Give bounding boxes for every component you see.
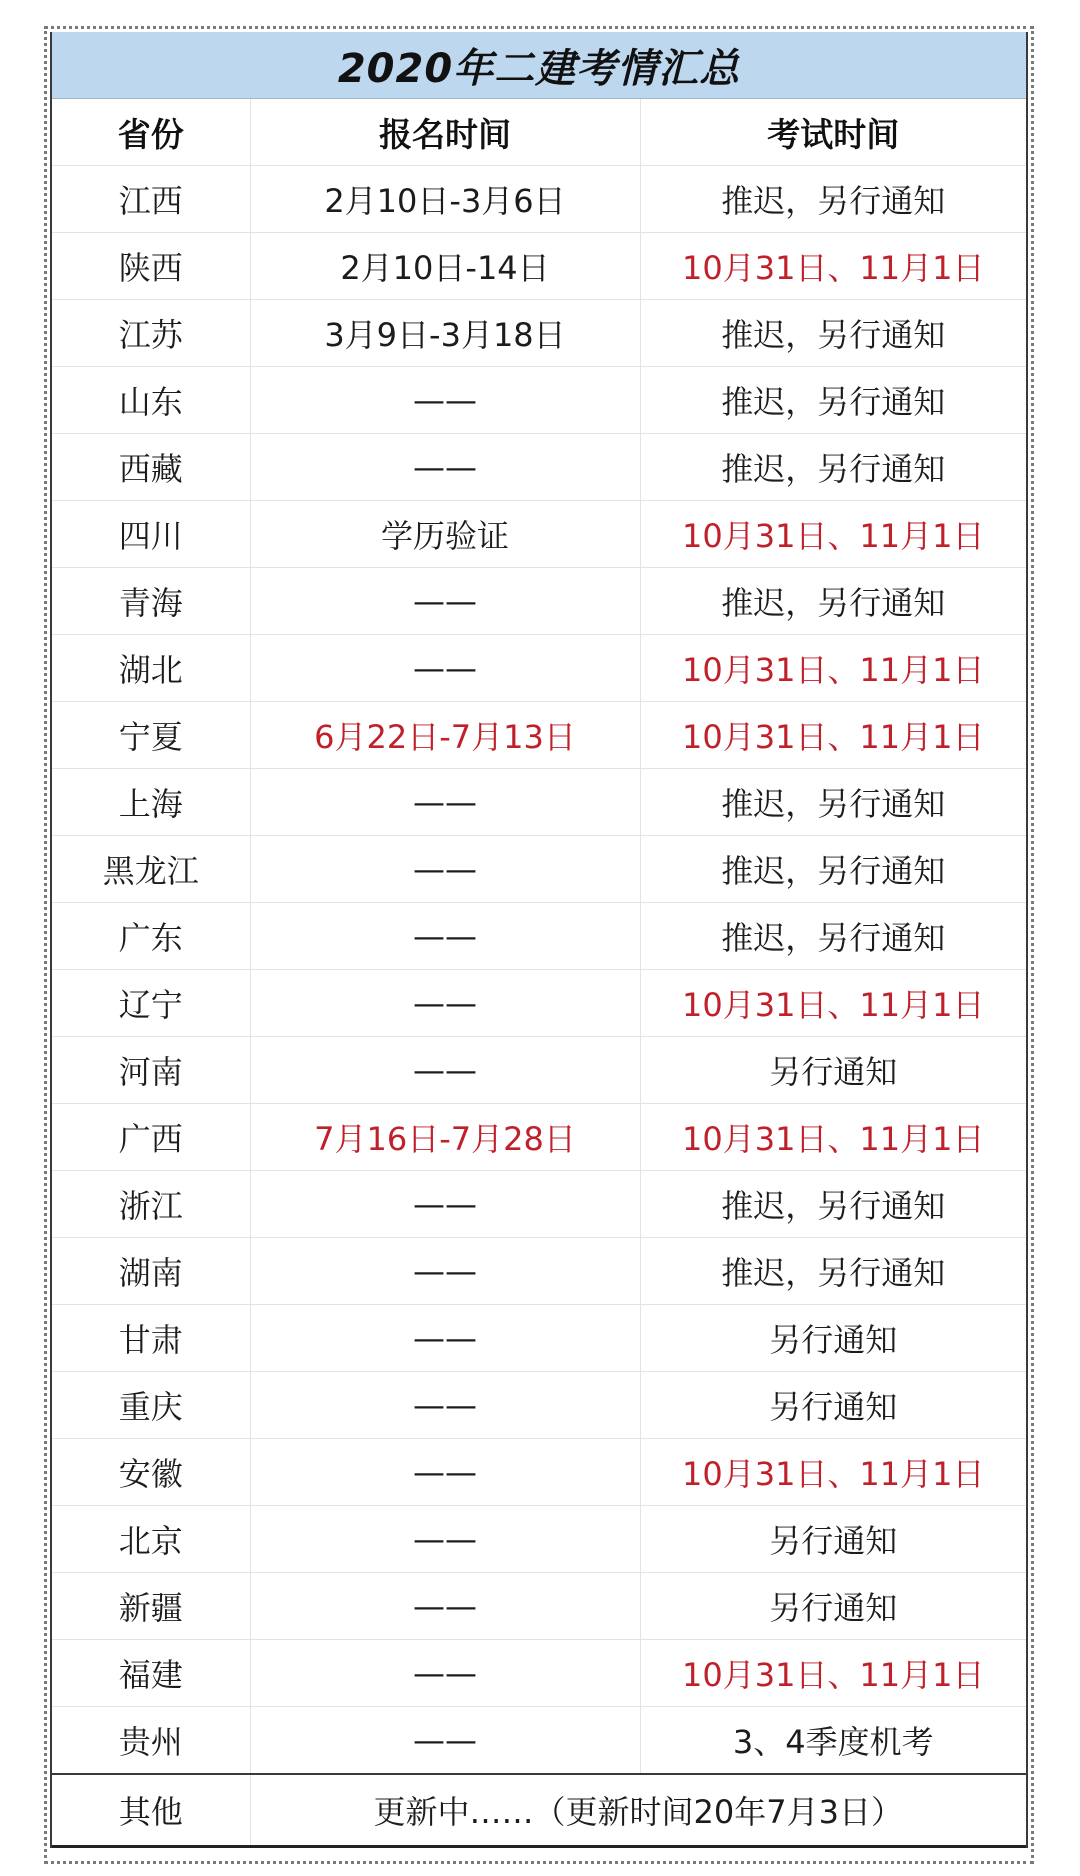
table-row <box>52 1573 1026 1640</box>
table-row <box>52 1037 1026 1104</box>
registration-time-cell: 2月10日-3月6日 <box>250 166 640 233</box>
table-row <box>52 769 1026 836</box>
registration-time-cell: 2月10日-14日 <box>250 233 640 300</box>
registration-time-cell: —— <box>250 1305 640 1372</box>
registration-time-cell: —— <box>250 1439 640 1506</box>
province-cell: 西藏 <box>52 434 250 501</box>
province-cell: 宁夏 <box>52 702 250 769</box>
table-row <box>52 1640 1026 1707</box>
table-row <box>52 970 1026 1037</box>
registration-time-cell: —— <box>250 568 640 635</box>
exam-time-cell: 推迟，另行通知 <box>640 568 1026 635</box>
registration-time-cell: —— <box>250 1372 640 1439</box>
table-row <box>52 1171 1026 1238</box>
footer-label: 其他 <box>52 1774 250 1847</box>
province-cell: 山东 <box>52 367 250 434</box>
table-row <box>52 166 1026 233</box>
header-registration-time: 报名时间 <box>250 99 640 166</box>
table-row <box>52 1305 1026 1372</box>
exam-summary-sheet <box>50 32 1028 1848</box>
registration-time-cell: —— <box>250 434 640 501</box>
exam-time-cell: 3、4季度机考 <box>640 1707 1026 1775</box>
exam-time-cell: 推迟，另行通知 <box>640 836 1026 903</box>
table-row <box>52 1372 1026 1439</box>
table-row <box>52 1707 1026 1775</box>
registration-time-cell: —— <box>250 1640 640 1707</box>
registration-time-cell: —— <box>250 367 640 434</box>
table-body <box>52 166 1026 1775</box>
table-row <box>52 836 1026 903</box>
table-row <box>52 903 1026 970</box>
province-cell: 黑龙江 <box>52 836 250 903</box>
table-row <box>52 300 1026 367</box>
registration-time-cell: —— <box>250 1037 640 1104</box>
exam-time-cell: 另行通知 <box>640 1573 1026 1640</box>
registration-time-cell: —— <box>250 836 640 903</box>
exam-time-cell: 另行通知 <box>640 1305 1026 1372</box>
province-cell: 贵州 <box>52 1707 250 1775</box>
exam-time-cell: 10月31日、11月1日 <box>640 1104 1026 1171</box>
exam-time-cell: 推迟，另行通知 <box>640 769 1026 836</box>
table-row <box>52 434 1026 501</box>
exam-time-cell: 推迟，另行通知 <box>640 434 1026 501</box>
exam-time-cell: 推迟，另行通知 <box>640 1171 1026 1238</box>
province-cell: 甘肃 <box>52 1305 250 1372</box>
header-exam-time: 考试时间 <box>640 99 1026 166</box>
registration-time-cell: 学历验证 <box>250 501 640 568</box>
province-cell: 广西 <box>52 1104 250 1171</box>
exam-time-cell: 10月31日、11月1日 <box>640 1439 1026 1506</box>
province-cell: 江西 <box>52 166 250 233</box>
table-row <box>52 1439 1026 1506</box>
province-cell: 湖南 <box>52 1238 250 1305</box>
header-province: 省份 <box>52 99 250 166</box>
province-cell: 四川 <box>52 501 250 568</box>
registration-time-cell: —— <box>250 1707 640 1775</box>
registration-time-cell: —— <box>250 903 640 970</box>
exam-time-cell: 10月31日、11月1日 <box>640 635 1026 702</box>
province-cell: 河南 <box>52 1037 250 1104</box>
province-cell: 广东 <box>52 903 250 970</box>
registration-time-cell: 7月16日-7月28日 <box>250 1104 640 1171</box>
footer-note: 更新中……（更新时间20年7月3日） <box>250 1774 1026 1847</box>
exam-time-cell: 推迟，另行通知 <box>640 1238 1026 1305</box>
province-cell: 安徽 <box>52 1439 250 1506</box>
registration-time-cell: —— <box>250 1171 640 1238</box>
table-row <box>52 1238 1026 1305</box>
province-cell: 重庆 <box>52 1372 250 1439</box>
exam-time-cell: 推迟，另行通知 <box>640 300 1026 367</box>
registration-time-cell: 3月9日-3月18日 <box>250 300 640 367</box>
exam-time-cell: 推迟，另行通知 <box>640 903 1026 970</box>
registration-time-cell: —— <box>250 635 640 702</box>
table-title: 2020年二建考情汇总 <box>52 32 1026 99</box>
province-cell: 北京 <box>52 1506 250 1573</box>
registration-time-cell: —— <box>250 1573 640 1640</box>
province-cell: 辽宁 <box>52 970 250 1037</box>
table-row <box>52 702 1026 769</box>
exam-time-cell: 另行通知 <box>640 1506 1026 1573</box>
province-cell: 陕西 <box>52 233 250 300</box>
table-row <box>52 1506 1026 1573</box>
exam-time-cell: 10月31日、11月1日 <box>640 1640 1026 1707</box>
province-cell: 上海 <box>52 769 250 836</box>
registration-time-cell: —— <box>250 1238 640 1305</box>
province-cell: 浙江 <box>52 1171 250 1238</box>
table-row <box>52 233 1026 300</box>
exam-time-cell: 推迟，另行通知 <box>640 166 1026 233</box>
exam-time-cell: 另行通知 <box>640 1372 1026 1439</box>
exam-time-cell: 10月31日、11月1日 <box>640 970 1026 1037</box>
table-row <box>52 501 1026 568</box>
province-cell: 湖北 <box>52 635 250 702</box>
footer-row <box>52 1774 1026 1847</box>
registration-time-cell: —— <box>250 1506 640 1573</box>
exam-time-cell: 另行通知 <box>640 1037 1026 1104</box>
registration-time-cell: —— <box>250 769 640 836</box>
province-cell: 青海 <box>52 568 250 635</box>
table-row <box>52 367 1026 434</box>
province-cell: 福建 <box>52 1640 250 1707</box>
registration-time-cell: 6月22日-7月13日 <box>250 702 640 769</box>
table-row <box>52 635 1026 702</box>
table-row <box>52 568 1026 635</box>
exam-time-cell: 10月31日、11月1日 <box>640 702 1026 769</box>
exam-time-cell: 推迟，另行通知 <box>640 367 1026 434</box>
province-cell: 新疆 <box>52 1573 250 1640</box>
table-row <box>52 1104 1026 1171</box>
province-cell: 江苏 <box>52 300 250 367</box>
header-row <box>52 99 1026 166</box>
exam-time-cell: 10月31日、11月1日 <box>640 233 1026 300</box>
exam-summary-table <box>52 99 1026 1848</box>
exam-time-cell: 10月31日、11月1日 <box>640 501 1026 568</box>
registration-time-cell: —— <box>250 970 640 1037</box>
